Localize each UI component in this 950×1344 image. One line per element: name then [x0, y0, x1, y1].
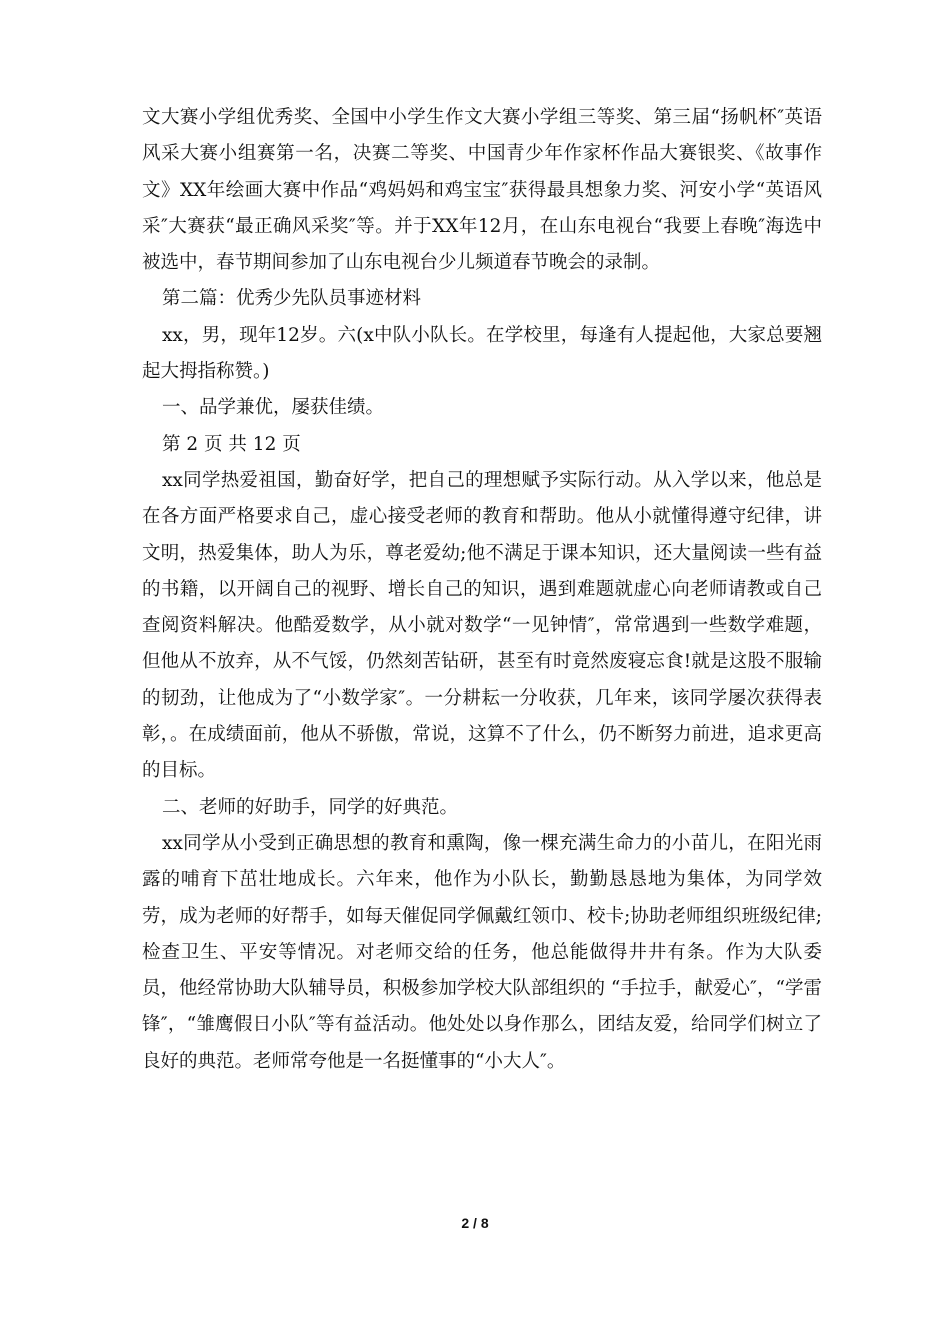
inline-page-marker: 第 2 页 共 12 页	[162, 433, 301, 455]
heading-part-one: 一、品学兼优，屡获佳绩。	[162, 397, 385, 419]
section-title-second-article: 第二篇：优秀少先队员事迹材料	[162, 288, 422, 310]
page-number: 2 / 8	[461, 1215, 489, 1231]
paragraph-study: xx同学热爱祖国，勤奋好学，把自己的理想赋予实际行动。从入学以来，他总是在各方面严格要求自己，虚心接受老师的教育和帮助。他从小就懂得遵守纪律，讲文明，热爱集体，助人为乐，尊老爱幼;他不满足于课本知识，还大量阅读一些有益的书籍，以开阔自己的视野、增长自己的知识，遇到难题就虚心向老师请教或自己查阅资料解决。他酷爱数学，从小就对数学“一见钟情″，常常遇到一些数学难题，但他从不放弃，从不气馁，仍然刻苦钻研，甚至有时竟然废寝忘食!就是这股不服输的韧劲，让他成为了“小数学家″。一分耕耘一分收获，几年来，该同学屡次获得表彰，。在成绩面前，他从不骄傲，常说，这算不了什么，仍不断努力前进，追求更高的目标。	[142, 469, 822, 782]
paragraph-helper: xx同学从小受到正确思想的教育和熏陶，像一棵充满生命力的小苗儿，在阳光雨露的哺育下茁壮地成长。六年来，他作为小队长，勤勤恳恳地为集体，为同学效劳，成为老师的好帮手，如每天催促同学佩戴红领巾、校卡;协助老师组织班级纪律;检查卫生、平安等情况。对老师交给的任务，他总能做得井井有条。作为大队委员，他经常协助大队辅导员，积极参加学校大队部组织的 “手拉手，献爱心″，“学雷锋″，“雏鹰假日小队″等有益活动。他处处以身作那么，团结友爱，给同学们树立了良好的典范。老师常夸他是一名挺懂事的“小大人″。	[142, 832, 822, 1072]
paragraph-introduction: xx，男，现年12岁。六(x中队小队长。在学校里，每逢有人提起他，大家总要翘起大拇指称赞。)	[142, 324, 822, 383]
document-body	[142, 100, 822, 1080]
heading-part-two: 二、老师的好助手，同学的好典范。	[162, 796, 459, 818]
paragraph-awards-continued: 文大赛小学组优秀奖、全国中小学生作文大赛小学组三等奖、第三届“扬帆杯″英语风采大赛小组赛第一名，决赛二等奖、中国青少年作家杯作品大赛银奖、《故事作文》XX年绘画大赛中作品“鸡妈妈和鸡宝宝″获得最具想象力奖、河安小学“英语风采″大赛获“最正确风采奖″等。并于XX年12月，在山东电视台“我要上春晚″海选中被选中，春节期间参加了山东电视台少儿频道春节晚会的录制。	[142, 107, 822, 274]
